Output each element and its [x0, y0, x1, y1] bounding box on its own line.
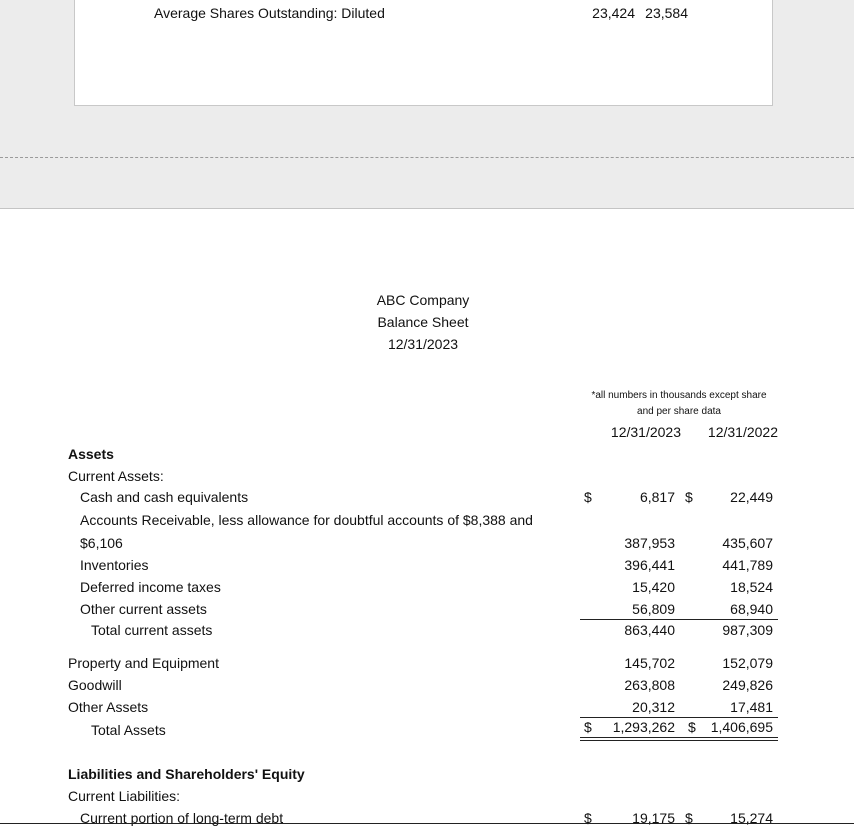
- current-ltd-label: Current portion of long-term debt: [80, 810, 284, 826]
- cash-2022: 22,449: [730, 489, 773, 505]
- deferred-taxes-2022: 18,524: [730, 579, 773, 595]
- company-name: ABC Company: [376, 292, 470, 308]
- subtotal-rule-2022: [682, 619, 778, 620]
- other-assets-label: Other Assets: [68, 699, 149, 715]
- bottom-edge-line: [0, 823, 854, 824]
- inventories-2022: 441,789: [722, 557, 773, 573]
- cash-2023: 6,817: [639, 489, 675, 505]
- subtotal-rule-2023: [580, 619, 682, 620]
- total-assets-label: Total Assets: [91, 722, 166, 738]
- total-assets-2023: 1,293,262: [612, 719, 675, 735]
- total-current-assets-2023: 863,440: [624, 622, 675, 638]
- total-rule-2023: [580, 717, 682, 718]
- other-current-assets-2022: 68,940: [730, 601, 773, 617]
- total-current-assets-label: Total current assets: [91, 622, 213, 638]
- cash-currency-2023: $: [584, 489, 592, 505]
- units-note-line1: *all numbers in thousands except share: [591, 390, 767, 401]
- other-assets-2022: 17,481: [730, 699, 773, 715]
- total-assets-2022: 1,406,695: [710, 719, 773, 735]
- column-header-2023: 12/31/2023: [610, 424, 681, 440]
- ppe-2023: 145,702: [624, 655, 675, 671]
- current-ltd-currency-2023: $: [584, 810, 592, 826]
- current-liabilities-heading: Current Liabilities:: [68, 788, 181, 804]
- diluted-shares-label: Average Shares Outstanding: Diluted: [154, 5, 385, 21]
- total-rule-2022: [682, 717, 778, 718]
- column-header-2022: 12/31/2022: [707, 424, 778, 440]
- page-break-line: [0, 157, 854, 158]
- deferred-taxes-2023: 15,420: [632, 579, 675, 595]
- ar-2023: 387,953: [624, 535, 675, 551]
- previous-page: [74, 0, 773, 106]
- other-current-assets-label: Other current assets: [80, 601, 207, 617]
- cash-currency-2022: $: [685, 489, 693, 505]
- total-current-assets-2022: 987,309: [722, 622, 773, 638]
- page-edge: [0, 208, 854, 209]
- goodwill-2023: 263,808: [624, 677, 675, 693]
- statement-date: 12/31/2023: [387, 336, 459, 352]
- cash-label: Cash and cash equivalents: [80, 489, 249, 505]
- assets-heading: Assets: [68, 446, 114, 462]
- inventories-label: Inventories: [80, 557, 149, 573]
- total-assets-currency-2023: $: [584, 719, 592, 735]
- inventories-2023: 396,441: [624, 557, 675, 573]
- current-ltd-currency-2022: $: [685, 810, 693, 826]
- statement-title: Balance Sheet: [377, 314, 469, 330]
- goodwill-label: Goodwill: [68, 677, 122, 693]
- diluted-shares-2023: 23,424: [592, 5, 635, 21]
- deferred-taxes-label: Deferred income taxes: [80, 579, 221, 595]
- ppe-label: Property and Equipment: [68, 655, 219, 671]
- ar-label-line2: $6,106: [80, 535, 123, 551]
- current-ltd-2022: 15,274: [730, 810, 773, 826]
- goodwill-2022: 249,826: [722, 677, 773, 693]
- current-ltd-2023: 19,175: [632, 810, 675, 826]
- ar-label-line1: Accounts Receivable, less allowance for doubtful accounts of $8,388 and: [80, 512, 533, 528]
- liabilities-heading: Liabilities and Shareholders' Equity: [68, 766, 305, 782]
- ar-2022: 435,607: [722, 535, 773, 551]
- double-rule-2023: [580, 737, 682, 741]
- double-rule-2022: [682, 737, 778, 741]
- ppe-2022: 152,079: [722, 655, 773, 671]
- other-assets-2023: 20,312: [632, 699, 675, 715]
- units-note-line2: and per share data: [637, 406, 721, 417]
- diluted-shares-2022: 23,584: [645, 5, 688, 21]
- other-current-assets-2023: 56,809: [632, 601, 675, 617]
- current-assets-heading: Current Assets:: [68, 468, 164, 484]
- total-assets-currency-2022: $: [688, 719, 696, 735]
